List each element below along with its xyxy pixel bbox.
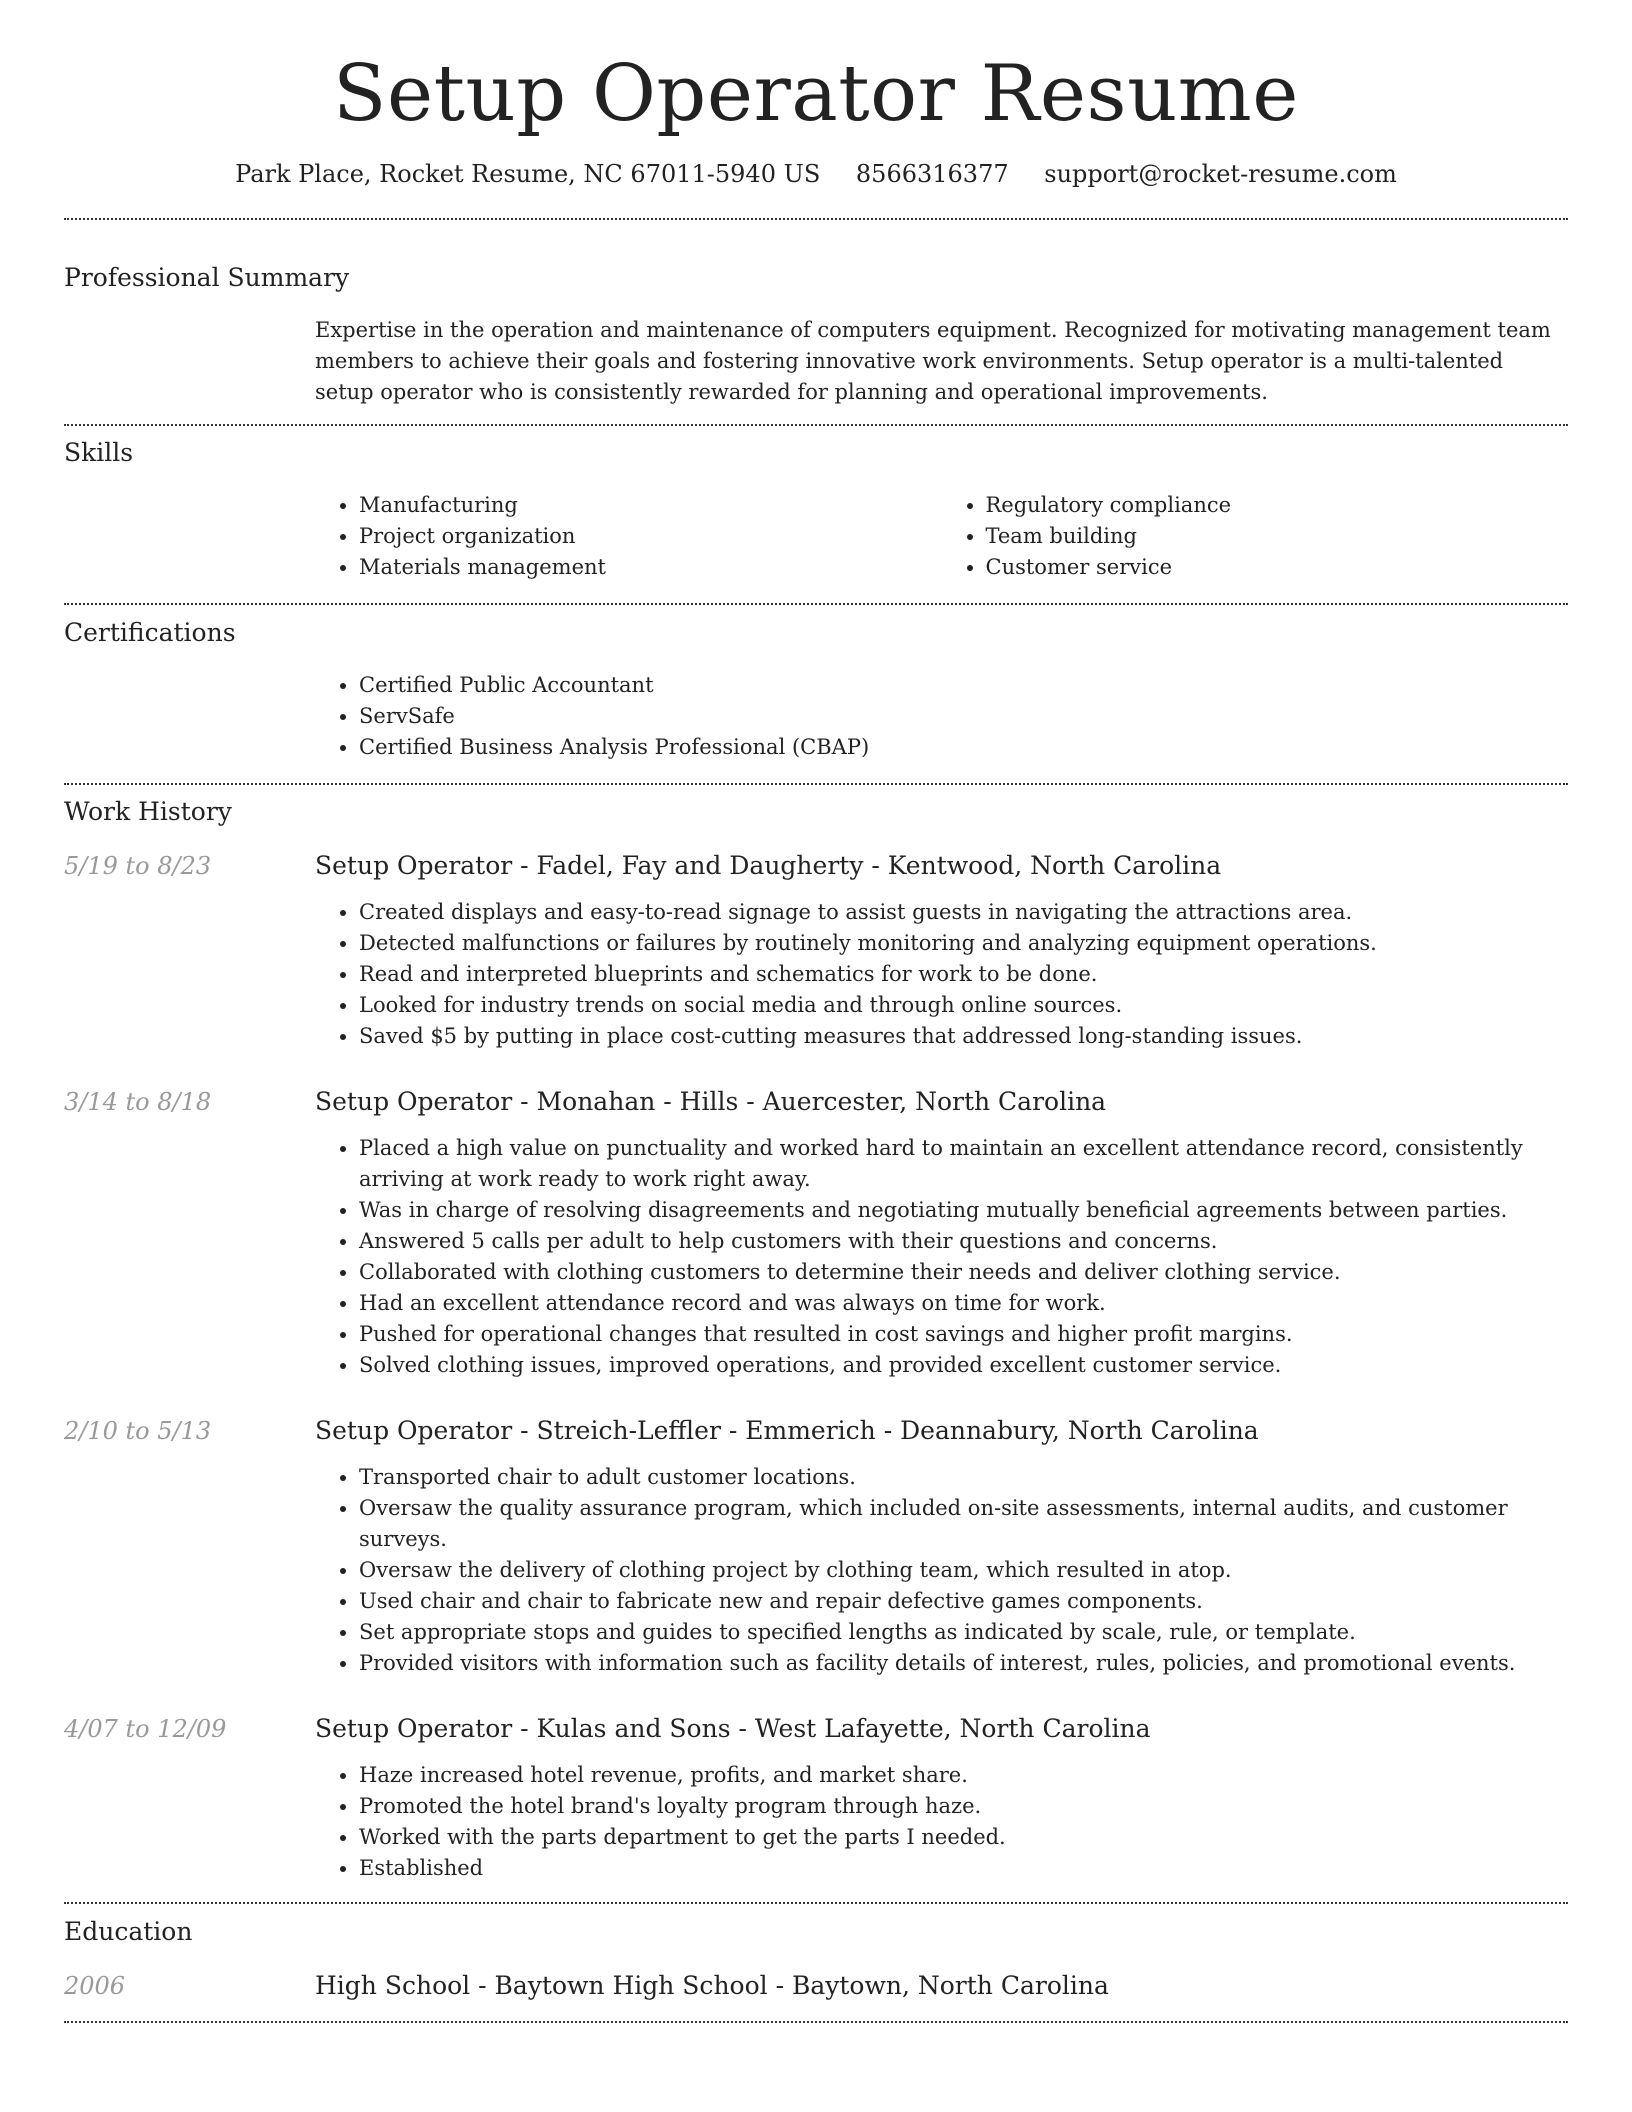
job-bullet: • Created displays and easy-to-read signage to assist guests in navigating the attractions area. <box>359 897 1568 928</box>
contact-email: support@rocket-resume.com <box>1044 159 1397 188</box>
job-bullet: • Oversaw the quality assurance program, which included on-site assessments, internal audits, and customer surveys. <box>359 1493 1568 1555</box>
certification-item: • Certified Business Analysis Professional (CBAP) <box>359 732 1568 763</box>
certification-item: • ServSafe <box>359 701 1568 732</box>
divider <box>64 2021 1568 2023</box>
resume-title: Setup Operator Resume <box>333 49 1299 139</box>
skill-item: • Manufacturing <box>359 490 942 521</box>
job-bullet: • Transported chair to adult customer locations. <box>359 1462 1568 1493</box>
education-entry <box>64 1969 1568 2003</box>
job-dates: 3/14 to 8/18 <box>64 1087 212 1116</box>
job-bullet: • Looked for industry trends on social media and through online sources. <box>359 990 1568 1021</box>
certifications-section <box>64 605 1568 763</box>
skill-item: • Customer service <box>986 552 1569 583</box>
job-entry <box>64 1712 1568 1884</box>
certification-item: • Certified Public Accountant <box>359 670 1568 701</box>
section-title-education: Education <box>64 1916 193 1946</box>
job-bullet: • Provided visitors with information such as facility details of interest, rules, policies, and promotional events. <box>359 1648 1568 1679</box>
job-dates: 2/10 to 5/13 <box>64 1416 212 1445</box>
skill-item: • Team building <box>986 521 1569 552</box>
job-bullet: • Oversaw the delivery of clothing project by clothing team, which resulted in atop. <box>359 1555 1568 1586</box>
education-year: 2006 <box>64 1971 126 2000</box>
skills-list-right <box>942 490 1569 583</box>
certifications-list <box>315 670 1568 763</box>
skill-item: • Project organization <box>359 521 942 552</box>
job-bullet: • Set appropriate stops and guides to specified lengths as indicated by scale, rule, or template. <box>359 1617 1568 1648</box>
education-title: High School - Baytown High School - Baytown, North Carolina <box>315 1970 1109 2000</box>
job-entry <box>64 1085 1568 1381</box>
job-dates: 4/07 to 12/09 <box>64 1714 227 1743</box>
contact-address: Park Place, Rocket Resume, NC 67011-5940 US <box>235 159 821 188</box>
job-bullet: • Haze increased hotel revenue, profits, and market share. <box>359 1760 1568 1791</box>
skill-item: • Regulatory compliance <box>986 490 1569 521</box>
job-bullet: • Worked with the parts department to get the parts I needed. <box>359 1822 1568 1853</box>
job-title: Setup Operator - Kulas and Sons - West Lafayette, North Carolina <box>315 1713 1151 1743</box>
job-entry <box>64 1414 1568 1679</box>
job-bullets <box>315 1133 1568 1381</box>
section-title-summary: Professional Summary <box>64 262 350 292</box>
skills-section <box>64 426 1568 583</box>
job-bullet: • Used chair and chair to fabricate new and repair defective games components. <box>359 1586 1568 1617</box>
job-title: Setup Operator - Streich-Leffler - Emmerich - Deannabury, North Carolina <box>315 1415 1259 1445</box>
summary-text: Expertise in the operation and maintenance of computers equipment. Recognized for motivating management team members to achieve their goals and fostering innovative work environments. Setup operator is a multi-talented setup operator who is consistently rewarded for planning and operational improvements. <box>315 317 1551 404</box>
job-title: Setup Operator - Monahan - Hills - Auercester, North Carolina <box>315 1086 1107 1116</box>
job-bullet: • Established <box>359 1853 1568 1884</box>
job-bullet: • Answered 5 calls per adult to help customers with their questions and concerns. <box>359 1226 1568 1257</box>
work-history-section <box>64 785 1568 1884</box>
section-title-work-history: Work History <box>64 796 232 826</box>
job-bullet: • Placed a high value on punctuality and worked hard to maintain an excellent attendance record, consistently arriving at work ready to work right away. <box>359 1133 1568 1195</box>
job-bullet: • Saved $5 by putting in place cost-cutting measures that addressed long-standing issues. <box>359 1021 1568 1052</box>
job-bullet: • Detected malfunctions or failures by routinely monitoring and analyzing equipment operations. <box>359 928 1568 959</box>
summary-section <box>64 220 1568 408</box>
job-bullet: • Solved clothing issues, improved operations, and provided excellent customer service. <box>359 1350 1568 1381</box>
job-title: Setup Operator - Fadel, Fay and Daugherty - Kentwood, North Carolina <box>315 850 1222 880</box>
job-bullet: • Read and interpreted blueprints and schematics for work to be done. <box>359 959 1568 990</box>
job-bullet: • Had an excellent attendance record and was always on time for work. <box>359 1288 1568 1319</box>
skill-item: • Materials management <box>359 552 942 583</box>
job-dates: 5/19 to 8/23 <box>64 851 212 880</box>
section-title-skills: Skills <box>64 437 134 467</box>
contact-phone: 8566316377 <box>855 159 1009 188</box>
contact-line <box>64 160 1568 188</box>
job-entry <box>64 849 1568 1052</box>
section-title-certifications: Certifications <box>64 617 236 647</box>
job-bullet: • Collaborated with clothing customers to determine their needs and deliver clothing service. <box>359 1257 1568 1288</box>
job-bullets <box>315 1462 1568 1679</box>
skills-list-left <box>315 490 942 583</box>
education-section <box>64 1904 1568 2003</box>
job-bullets <box>315 1760 1568 1884</box>
job-bullet: • Promoted the hotel brand's loyalty program through haze. <box>359 1791 1568 1822</box>
job-bullets <box>315 897 1568 1052</box>
skills-grid <box>315 490 1568 583</box>
job-bullet: • Pushed for operational changes that resulted in cost savings and higher profit margins. <box>359 1319 1568 1350</box>
job-bullet: • Was in charge of resolving disagreements and negotiating mutually beneficial agreements between parties. <box>359 1195 1568 1226</box>
